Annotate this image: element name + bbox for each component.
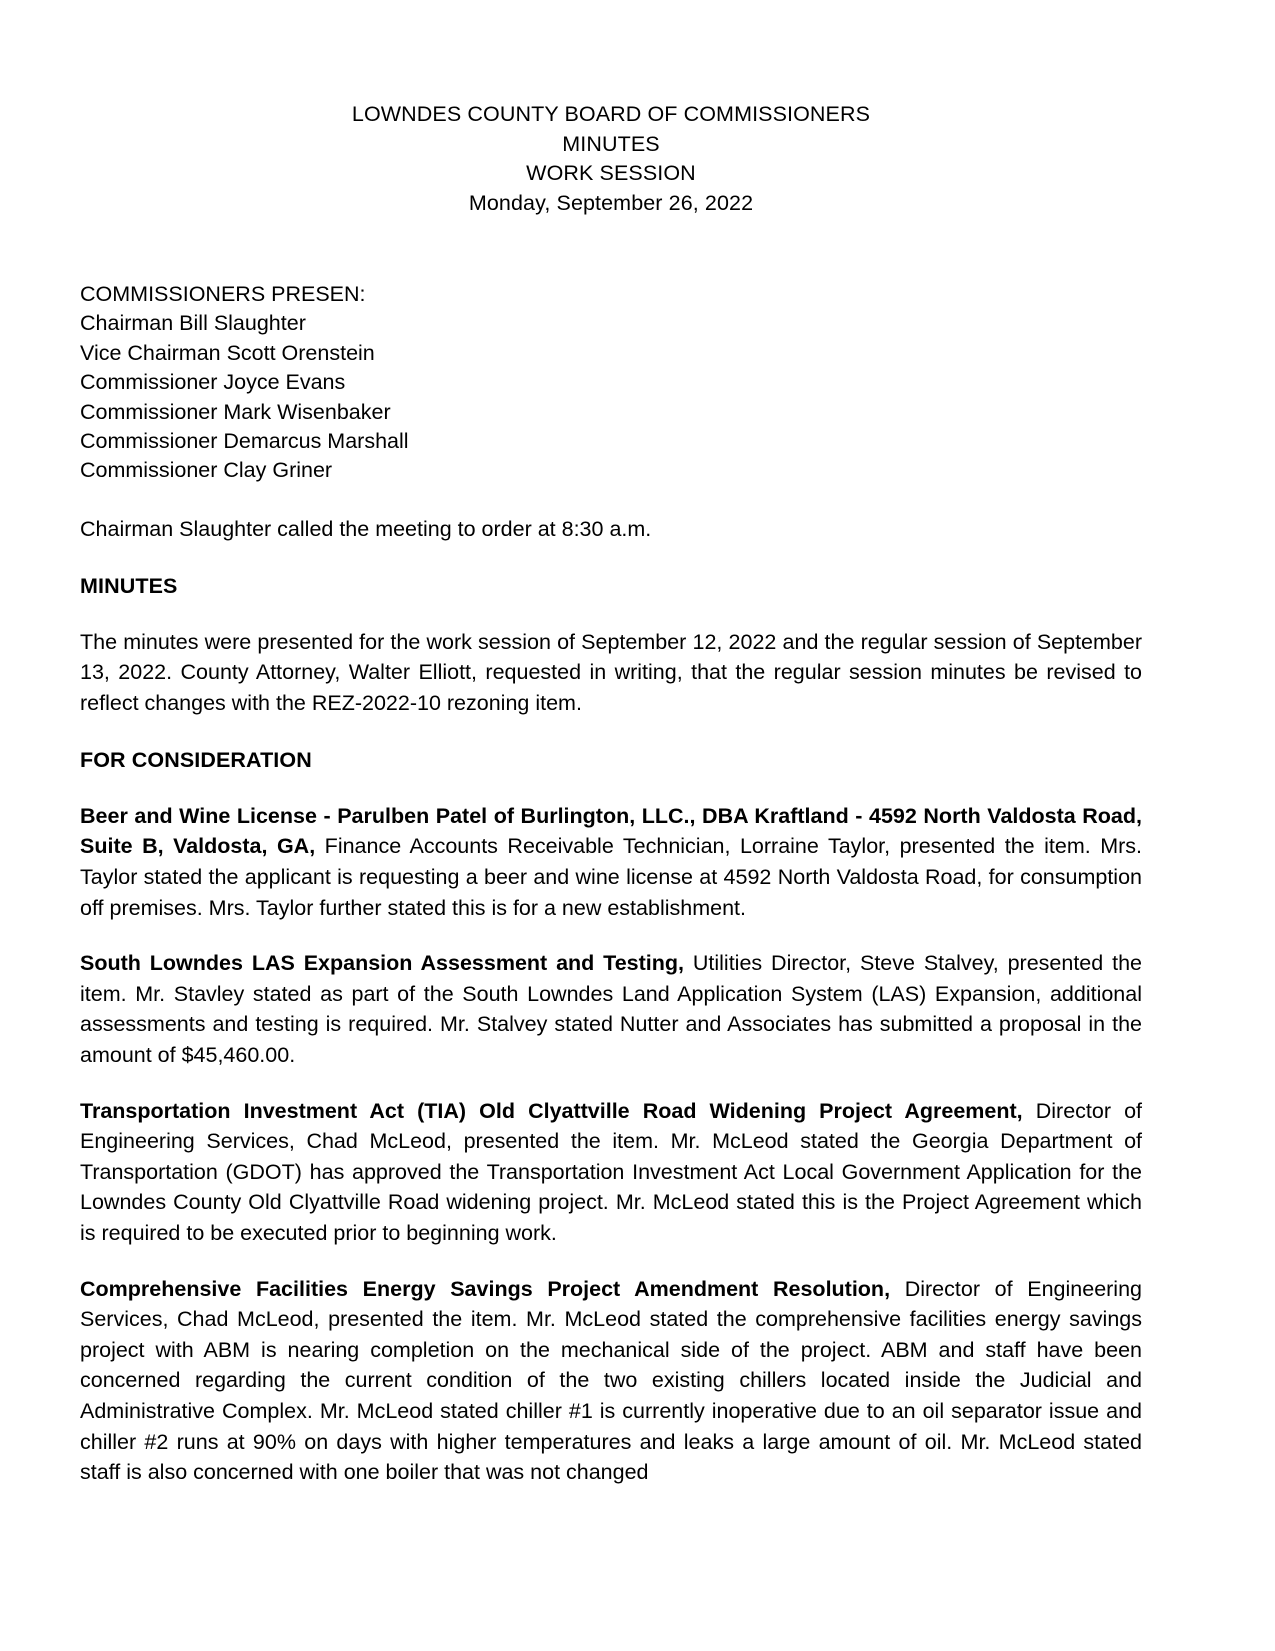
item-lead-title: Beer and Wine License - Parulben Patel of Burlington, LLC., DBA Kraftland - 4592 North Valdosta Road, Suite B, Valdosta, GA, — [80, 803, 1142, 859]
consideration-item-beer-and-wine-license — [80, 801, 1142, 923]
attendance-heading: COMMISSIONERS PRESEN: — [80, 282, 366, 306]
section-heading-for-consideration: FOR CONSIDERATION — [80, 748, 312, 773]
item-body-text: Utilities Director, Steve Stalvey, presented the item. Mr. Stavley stated as part of the South Lowndes Land Application System (LAS) Expansion, additional assessments and testing is required. Mr. Stalvey stated Nutter and Associates has submitted a proposal in the amount of $45,460.00. — [80, 951, 1142, 1067]
attendance-member: Commissioner Mark Wisenbaker — [80, 399, 391, 424]
header-line-document-type: MINUTES — [562, 131, 660, 156]
call-to-order-text: Chairman Slaughter called the meeting to order at 8:30 a.m. — [80, 516, 652, 541]
attendance-member: Vice Chairman Scott Orenstein — [80, 340, 375, 365]
consideration-item-south-lowndes-las-expansion — [80, 948, 1142, 1070]
page-content — [80, 0, 1142, 1488]
attendance-member: Chairman Bill Slaughter — [80, 311, 306, 336]
consideration-item-energy-savings-amendment — [80, 1274, 1142, 1488]
attendance-block — [80, 280, 1142, 486]
attendance-member: Commissioner Demarcus Marshall — [80, 429, 409, 454]
document-header — [80, 0, 1142, 218]
item-body-text: Finance Accounts Receivable Technician, Lorraine Taylor, presented the item. Mrs. Taylor stated the applicant is requesting a beer and wine license at 4592 North Valdosta Road, for consumption off premises. Mrs. Taylor further stated this is for a new establishment. — [80, 834, 1142, 920]
consideration-item-tia-old-clyattville-road — [80, 1096, 1142, 1249]
item-body-text: Director of Engineering Services, Chad McLeod, presented the item. Mr. McLeod stated the Georgia Department of Transportation (GDOT) has approved the Transportation Investment Act Local Government Application for the Lowndes County Old Clyattville Road widening project. Mr. McLeod stated this is the Project Agreement which is required to be executed prior to beginning work. — [80, 1098, 1143, 1245]
header-line-session-type: WORK SESSION — [526, 161, 696, 185]
section-heading-minutes: MINUTES — [80, 574, 178, 599]
item-body-text: Director of Engineering Services, Chad McLeod, presented the item. Mr. McLeod stated the comprehensive facilities energy savings project with ABM is nearing completion on the mechanical side of the project. ABM and staff have been concerned regarding the current condition of the two existing chillers located inside the Judicial and Administrative Complex. Mr. McLeod stated chiller #1 is currently inoperative due to an oil separator issue and chiller #2 runs at 90% on days with higher temperatures and leaks a large amount of oil. Mr. McLeod stated staff is also concerned with one boiler that was not changed — [80, 1276, 1142, 1485]
header-line-date: Monday, September 26, 2022 — [468, 190, 754, 215]
attendance-member: Commissioner Joyce Evans — [80, 370, 346, 395]
header-line-organization: LOWNDES COUNTY BOARD OF COMMISSIONERS — [351, 102, 871, 126]
attendance-member: Commissioner Clay Griner — [80, 458, 333, 483]
minutes-paragraph: The minutes were presented for the work session of September 12, 2022 and the regular session of September 13, 2022. County Attorney, Walter Elliott, requested in writing, that the regular session minutes be revised to reflect changes with the REZ-2022-10 rezoning item. — [80, 629, 1142, 715]
item-lead-title: South Lowndes LAS Expansion Assessment and Testing, — [80, 951, 684, 976]
item-lead-title: Transportation Investment Act (TIA) Old Clyattville Road Widening Project Agreement, — [80, 1098, 1023, 1123]
item-lead-title: Comprehensive Facilities Energy Savings Project Amendment Resolution, — [80, 1276, 891, 1301]
